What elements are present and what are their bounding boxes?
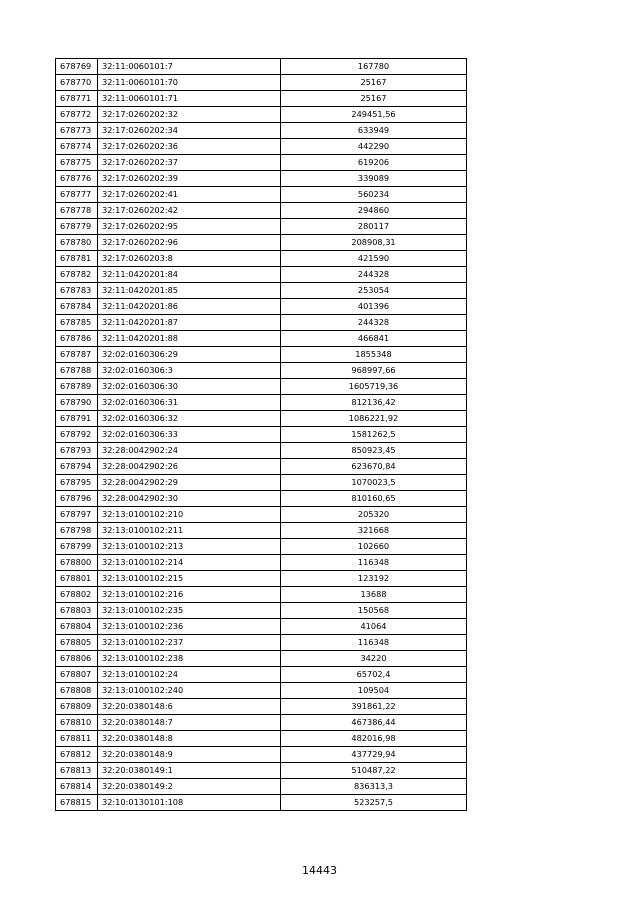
row-id-cell: 678781 <box>56 251 98 267</box>
row-id-cell: 678807 <box>56 667 98 683</box>
value-cell: 623670,84 <box>281 459 467 475</box>
row-id-cell: 678804 <box>56 619 98 635</box>
cadastral-number-cell: 32:20:0380148:7 <box>98 715 281 731</box>
table-row <box>56 427 467 443</box>
value-cell: 244328 <box>281 315 467 331</box>
table-row <box>56 683 467 699</box>
cadastral-number-cell: 32:17:0260202:96 <box>98 235 281 251</box>
cadastral-number-cell: 32:20:0380149:2 <box>98 779 281 795</box>
table-row <box>56 587 467 603</box>
row-id-cell: 678806 <box>56 651 98 667</box>
row-id-cell: 678802 <box>56 587 98 603</box>
cadastral-number-cell: 32:02:0160306:33 <box>98 427 281 443</box>
cadastral-number-cell: 32:20:0380149:1 <box>98 763 281 779</box>
table-row <box>56 187 467 203</box>
row-id-cell: 678815 <box>56 795 98 811</box>
value-cell: 510487,22 <box>281 763 467 779</box>
row-id-cell: 678785 <box>56 315 98 331</box>
table-row <box>56 619 467 635</box>
table-row <box>56 235 467 251</box>
value-cell: 123192 <box>281 571 467 587</box>
value-cell: 401396 <box>281 299 467 315</box>
table-row <box>56 123 467 139</box>
table-row <box>56 491 467 507</box>
table-row <box>56 539 467 555</box>
value-cell: 34220 <box>281 651 467 667</box>
row-id-cell: 678800 <box>56 555 98 571</box>
value-cell: 466841 <box>281 331 467 347</box>
row-id-cell: 678780 <box>56 235 98 251</box>
table-row <box>56 443 467 459</box>
table-row <box>56 523 467 539</box>
cadastral-number-cell: 32:13:0100102:216 <box>98 587 281 603</box>
table-row <box>56 347 467 363</box>
row-id-cell: 678813 <box>56 763 98 779</box>
cadastral-number-cell: 32:28:0042902:26 <box>98 459 281 475</box>
value-cell: 253054 <box>281 283 467 299</box>
table-row <box>56 171 467 187</box>
value-cell: 482016,98 <box>281 731 467 747</box>
table-row <box>56 795 467 811</box>
value-cell: 294860 <box>281 203 467 219</box>
cadastral-number-cell: 32:20:0380148:8 <box>98 731 281 747</box>
table-row <box>56 763 467 779</box>
cadastral-number-cell: 32:17:0260202:42 <box>98 203 281 219</box>
row-id-cell: 678811 <box>56 731 98 747</box>
row-id-cell: 678784 <box>56 299 98 315</box>
table-row <box>56 475 467 491</box>
table-row <box>56 251 467 267</box>
table-row <box>56 91 467 107</box>
cadastral-number-cell: 32:11:0420201:86 <box>98 299 281 315</box>
value-cell: 421590 <box>281 251 467 267</box>
value-cell: 25167 <box>281 75 467 91</box>
table-row <box>56 107 467 123</box>
cadastral-number-cell: 32:02:0160306:3 <box>98 363 281 379</box>
value-cell: 13688 <box>281 587 467 603</box>
cadastral-number-cell: 32:13:0100102:210 <box>98 507 281 523</box>
cadastral-number-cell: 32:13:0100102:213 <box>98 539 281 555</box>
value-cell: 633949 <box>281 123 467 139</box>
row-id-cell: 678775 <box>56 155 98 171</box>
value-cell: 167780 <box>281 59 467 75</box>
value-cell: 150568 <box>281 603 467 619</box>
cadastral-number-cell: 32:28:0042902:29 <box>98 475 281 491</box>
row-id-cell: 678778 <box>56 203 98 219</box>
value-cell: 208908,31 <box>281 235 467 251</box>
cadastral-number-cell: 32:13:0100102:235 <box>98 603 281 619</box>
value-cell: 560234 <box>281 187 467 203</box>
table-row <box>56 395 467 411</box>
table-row <box>56 667 467 683</box>
cadastral-number-cell: 32:11:0420201:85 <box>98 283 281 299</box>
value-cell: 102660 <box>281 539 467 555</box>
value-cell: 442290 <box>281 139 467 155</box>
row-id-cell: 678770 <box>56 75 98 91</box>
row-id-cell: 678787 <box>56 347 98 363</box>
row-id-cell: 678769 <box>56 59 98 75</box>
value-cell: 321668 <box>281 523 467 539</box>
row-id-cell: 678786 <box>56 331 98 347</box>
cadastral-number-cell: 32:13:0100102:211 <box>98 523 281 539</box>
cadastral-number-cell: 32:02:0160306:30 <box>98 379 281 395</box>
value-cell: 339089 <box>281 171 467 187</box>
row-id-cell: 678792 <box>56 427 98 443</box>
table-row <box>56 459 467 475</box>
table-row <box>56 315 467 331</box>
cadastral-number-cell: 32:28:0042902:24 <box>98 443 281 459</box>
table-body <box>56 59 467 811</box>
cadastral-number-cell: 32:11:0060101:70 <box>98 75 281 91</box>
value-cell: 836313,3 <box>281 779 467 795</box>
row-id-cell: 678773 <box>56 123 98 139</box>
cadastral-number-cell: 32:13:0100102:238 <box>98 651 281 667</box>
table-row <box>56 699 467 715</box>
value-cell: 116348 <box>281 555 467 571</box>
cadastral-number-cell: 32:17:0260202:37 <box>98 155 281 171</box>
cadastral-number-cell: 32:11:0420201:87 <box>98 315 281 331</box>
table-row <box>56 715 467 731</box>
value-cell: 437729,94 <box>281 747 467 763</box>
value-cell: 65702,4 <box>281 667 467 683</box>
row-id-cell: 678788 <box>56 363 98 379</box>
row-id-cell: 678793 <box>56 443 98 459</box>
row-id-cell: 678782 <box>56 267 98 283</box>
row-id-cell: 678774 <box>56 139 98 155</box>
cadastral-number-cell: 32:11:0420201:88 <box>98 331 281 347</box>
table-row <box>56 507 467 523</box>
table-row <box>56 379 467 395</box>
row-id-cell: 678814 <box>56 779 98 795</box>
row-id-cell: 678783 <box>56 283 98 299</box>
cadastral-number-cell: 32:13:0100102:24 <box>98 667 281 683</box>
page-number: 14443 <box>302 864 337 877</box>
cadastral-number-cell: 32:20:0380148:6 <box>98 699 281 715</box>
row-id-cell: 678796 <box>56 491 98 507</box>
table-row <box>56 603 467 619</box>
row-id-cell: 678789 <box>56 379 98 395</box>
cadastral-number-cell: 32:17:0260202:36 <box>98 139 281 155</box>
value-cell: 619206 <box>281 155 467 171</box>
value-cell: 523257,5 <box>281 795 467 811</box>
cadastral-number-cell: 32:17:0260202:39 <box>98 171 281 187</box>
cadastral-number-cell: 32:13:0100102:214 <box>98 555 281 571</box>
row-id-cell: 678776 <box>56 171 98 187</box>
table-row <box>56 75 467 91</box>
row-id-cell: 678779 <box>56 219 98 235</box>
cadastral-number-cell: 32:11:0420201:84 <box>98 267 281 283</box>
row-id-cell: 678795 <box>56 475 98 491</box>
value-cell: 25167 <box>281 91 467 107</box>
value-cell: 467386,44 <box>281 715 467 731</box>
value-cell: 1605719,36 <box>281 379 467 395</box>
data-table <box>55 58 467 811</box>
row-id-cell: 678777 <box>56 187 98 203</box>
row-id-cell: 678799 <box>56 539 98 555</box>
cadastral-number-cell: 32:17:0260202:95 <box>98 219 281 235</box>
table-row <box>56 747 467 763</box>
table-row <box>56 731 467 747</box>
row-id-cell: 678810 <box>56 715 98 731</box>
cadastral-number-cell: 32:13:0100102:215 <box>98 571 281 587</box>
value-cell: 116348 <box>281 635 467 651</box>
table-row <box>56 571 467 587</box>
cadastral-number-cell: 32:13:0100102:237 <box>98 635 281 651</box>
table-row <box>56 331 467 347</box>
row-id-cell: 678798 <box>56 523 98 539</box>
table-row <box>56 283 467 299</box>
cadastral-number-cell: 32:20:0380148:9 <box>98 747 281 763</box>
row-id-cell: 678790 <box>56 395 98 411</box>
row-id-cell: 678809 <box>56 699 98 715</box>
value-cell: 1070023,5 <box>281 475 467 491</box>
cadastral-number-cell: 32:11:0060101:7 <box>98 59 281 75</box>
row-id-cell: 678772 <box>56 107 98 123</box>
row-id-cell: 678803 <box>56 603 98 619</box>
value-cell: 205320 <box>281 507 467 523</box>
row-id-cell: 678808 <box>56 683 98 699</box>
cadastral-number-cell: 32:17:0260202:34 <box>98 123 281 139</box>
row-id-cell: 678791 <box>56 411 98 427</box>
cadastral-number-cell: 32:28:0042902:30 <box>98 491 281 507</box>
value-cell: 391861,22 <box>281 699 467 715</box>
cadastral-number-cell: 32:17:0260202:41 <box>98 187 281 203</box>
cadastral-number-cell: 32:02:0160306:32 <box>98 411 281 427</box>
table-row <box>56 635 467 651</box>
table-row <box>56 363 467 379</box>
table-row <box>56 219 467 235</box>
value-cell: 812136,42 <box>281 395 467 411</box>
value-cell: 968997,66 <box>281 363 467 379</box>
table-row <box>56 299 467 315</box>
cadastral-number-cell: 32:17:0260202:32 <box>98 107 281 123</box>
value-cell: 109504 <box>281 683 467 699</box>
table-row <box>56 155 467 171</box>
value-cell: 1086221,92 <box>281 411 467 427</box>
row-id-cell: 678805 <box>56 635 98 651</box>
value-cell: 1855348 <box>281 347 467 363</box>
value-cell: 810160,65 <box>281 491 467 507</box>
cadastral-number-cell: 32:02:0160306:29 <box>98 347 281 363</box>
cadastral-number-cell: 32:10:0130101:108 <box>98 795 281 811</box>
cadastral-number-cell: 32:13:0100102:240 <box>98 683 281 699</box>
row-id-cell: 678812 <box>56 747 98 763</box>
row-id-cell: 678797 <box>56 507 98 523</box>
table-row <box>56 59 467 75</box>
value-cell: 249451,56 <box>281 107 467 123</box>
cadastral-number-cell: 32:17:0260203:8 <box>98 251 281 267</box>
table-row <box>56 555 467 571</box>
value-cell: 1581262,5 <box>281 427 467 443</box>
table-row <box>56 267 467 283</box>
row-id-cell: 678771 <box>56 91 98 107</box>
cadastral-number-cell: 32:11:0060101:71 <box>98 91 281 107</box>
value-cell: 244328 <box>281 267 467 283</box>
table-row <box>56 203 467 219</box>
table-row <box>56 651 467 667</box>
value-cell: 850923,45 <box>281 443 467 459</box>
table-row <box>56 411 467 427</box>
cadastral-number-cell: 32:13:0100102:236 <box>98 619 281 635</box>
row-id-cell: 678794 <box>56 459 98 475</box>
table-row <box>56 779 467 795</box>
row-id-cell: 678801 <box>56 571 98 587</box>
value-cell: 280117 <box>281 219 467 235</box>
value-cell: 41064 <box>281 619 467 635</box>
table-row <box>56 139 467 155</box>
cadastral-number-cell: 32:02:0160306:31 <box>98 395 281 411</box>
